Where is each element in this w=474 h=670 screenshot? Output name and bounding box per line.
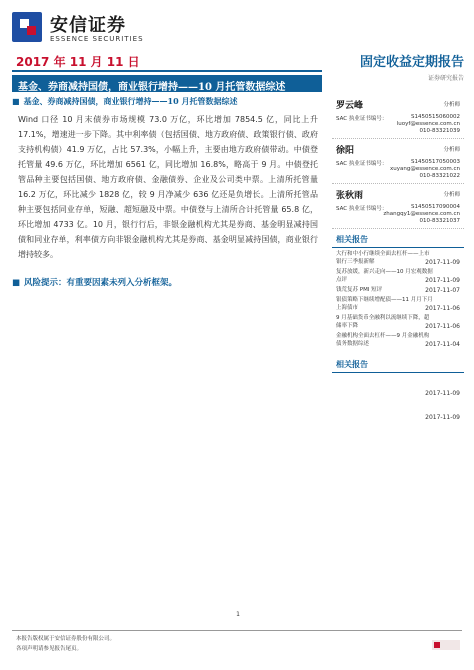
related-report-item[interactable] <box>332 268 464 284</box>
related-report-date: 2017-11-09 <box>425 277 460 284</box>
related-section-header <box>332 233 464 248</box>
sac-number: S1450515060002 <box>411 114 460 120</box>
sac-label: SAC 执业证书编号： <box>336 161 388 167</box>
analyst-card <box>332 186 464 229</box>
analyst-email-row <box>336 166 460 172</box>
analyst-card <box>332 96 464 139</box>
related-report-date: 2017-11-06 <box>425 323 460 330</box>
analyst-phone-row <box>336 173 460 179</box>
analyst-name: 张秋雨 <box>336 191 364 201</box>
analyst-name: 罗云峰 <box>336 101 364 111</box>
report-date: 2017 年 11 月 11 日 <box>16 55 140 69</box>
analyst-role: 分析师 <box>443 192 460 198</box>
body-paragraph: Wind 口径 10 月末债券市场规模 73.0 万亿，环比增加 7854.5 亿，同比上升 17.1%，增速进一步下降。其中利率债（包括国债、地方政府债、政策银行债、政府支持机构债）41.9 万亿，占比 57.3%，小幅上升，主要由地方政府债带动。中债登托管量 49.6 万亿，环比增加 6561 亿，同比增加 16.8%，略高于 9 月。中债登托管品种主要包括国债、地方政府债、金融债券、企业及公司类中票。上清所托管量 16.2 万亿，环比减少 1828 亿，较 9 月净减少 636 亿还是负增长。上清所托管品种主要包括同业存单，短融、超短融及中票。中债登与上清所合计托管量 65.8 亿，环比增加 4733 亿。10 月，银行行后，非银金融机构尤其是券商、基金明显减持国债和同业存单，利率债方向非银金融机构尤其是券商、基金明显减持国债，商业银行增持较多。 <box>18 115 318 259</box>
analyst-phone: 010-83321037 <box>419 218 460 224</box>
footer-disclaimer <box>16 634 115 654</box>
analyst-phone-row <box>336 218 460 224</box>
related-section-title: 相关报告 <box>336 234 368 244</box>
related-report-title[interactable]: 银债策略下继续增配债——11 月月下月上海债市 <box>336 297 433 311</box>
related-report-item[interactable] <box>332 314 464 330</box>
related-report-item[interactable] <box>332 296 464 312</box>
related-report-item[interactable] <box>332 250 464 266</box>
sac-label: SAC 执业证书编号： <box>336 116 388 122</box>
headline: 基金、券商减持国债，商业银行增持——10 月托管数据综述 <box>18 82 286 93</box>
related-report-title[interactable]: 金融机构全面去杠杆——9 月金融机构债务数据综述 <box>336 333 430 347</box>
related-report-date: 2017-11-09 <box>425 414 460 421</box>
essence-logo-icon <box>12 12 42 42</box>
analyst-name: 徐阳 <box>336 146 355 156</box>
analyst-email[interactable]: zhangqy1@essence.com.cn <box>383 211 460 217</box>
report-type-subtitle: 证券研究报告 <box>427 75 464 82</box>
related-report-item[interactable] <box>332 332 464 348</box>
square-bullet-icon: ■ <box>12 278 21 288</box>
analyst-email-row <box>336 211 460 217</box>
analyst-phone-row <box>336 128 460 134</box>
sac-number: S1450517090004 <box>411 204 460 210</box>
related-report-item[interactable] <box>332 375 464 397</box>
sub-headline-text: 基金、券商减持国债，商业银行增持——10 月托管数据综述 <box>23 96 238 106</box>
analyst-phone: 010-83321022 <box>419 173 460 179</box>
square-bullet-icon: ■ <box>12 96 20 106</box>
right-column <box>332 96 464 421</box>
related-report-title[interactable]: 9 月基础货币全融利以流继续下降，超储率下降 <box>336 315 430 329</box>
related-report-title[interactable]: 大行和中小行继续全面去杠杆——上市银行三季报新解 <box>336 251 430 265</box>
analyst-role: 分析师 <box>443 147 460 153</box>
related-report-date: 2017-11-07 <box>425 287 460 294</box>
analyst-role: 分析师 <box>443 102 460 108</box>
analyst-card <box>332 141 464 184</box>
sac-label: SAC 执业证书编号： <box>336 206 388 212</box>
related-report-title[interactable]: 复苏放缓，新兴走向——10 月宏观数据点评 <box>336 269 433 283</box>
report-type-title: 固定收益定期报告 <box>359 55 464 70</box>
related-reports-section-header <box>332 358 464 373</box>
analyst-email[interactable]: xuyang@essence.com.cn <box>390 166 460 172</box>
sub-headline <box>12 96 322 107</box>
sac-number: S1450517050003 <box>411 159 460 165</box>
related-report-title[interactable]: 钱荒复苏 PMI 短评 <box>336 287 383 293</box>
related-reports-section-title: 相关报告 <box>336 359 368 369</box>
risk-warning <box>12 276 322 288</box>
brand-name-cn: 安信证券 <box>50 15 126 36</box>
risk-text: 风险提示：有重要因素未列入分析框架。 <box>24 278 178 288</box>
related-report-date: 2017-11-04 <box>425 341 460 348</box>
analyst-phone: 010-83321039 <box>419 128 460 134</box>
related-report-date: 2017-11-06 <box>425 305 460 312</box>
footer-line-1: 本报告版权属于安信证券股份有限公司。 <box>16 636 116 642</box>
related-report-item[interactable] <box>332 286 464 294</box>
footer-logo-icon <box>432 640 460 650</box>
related-report-date: 2017-11-09 <box>425 259 460 266</box>
related-report-item[interactable] <box>332 399 464 421</box>
footer-line-2: 各项声明请参见报告尾页。 <box>16 646 83 652</box>
related-report-date: 2017-11-09 <box>425 390 460 397</box>
analyst-email[interactable]: luoyf@essence.com.cn <box>396 121 460 127</box>
analyst-email-row <box>336 121 460 127</box>
footer-divider <box>12 630 462 631</box>
brand-name-en: ESSENCE SECURITIES <box>50 35 144 43</box>
page-number: 1 <box>236 611 240 618</box>
